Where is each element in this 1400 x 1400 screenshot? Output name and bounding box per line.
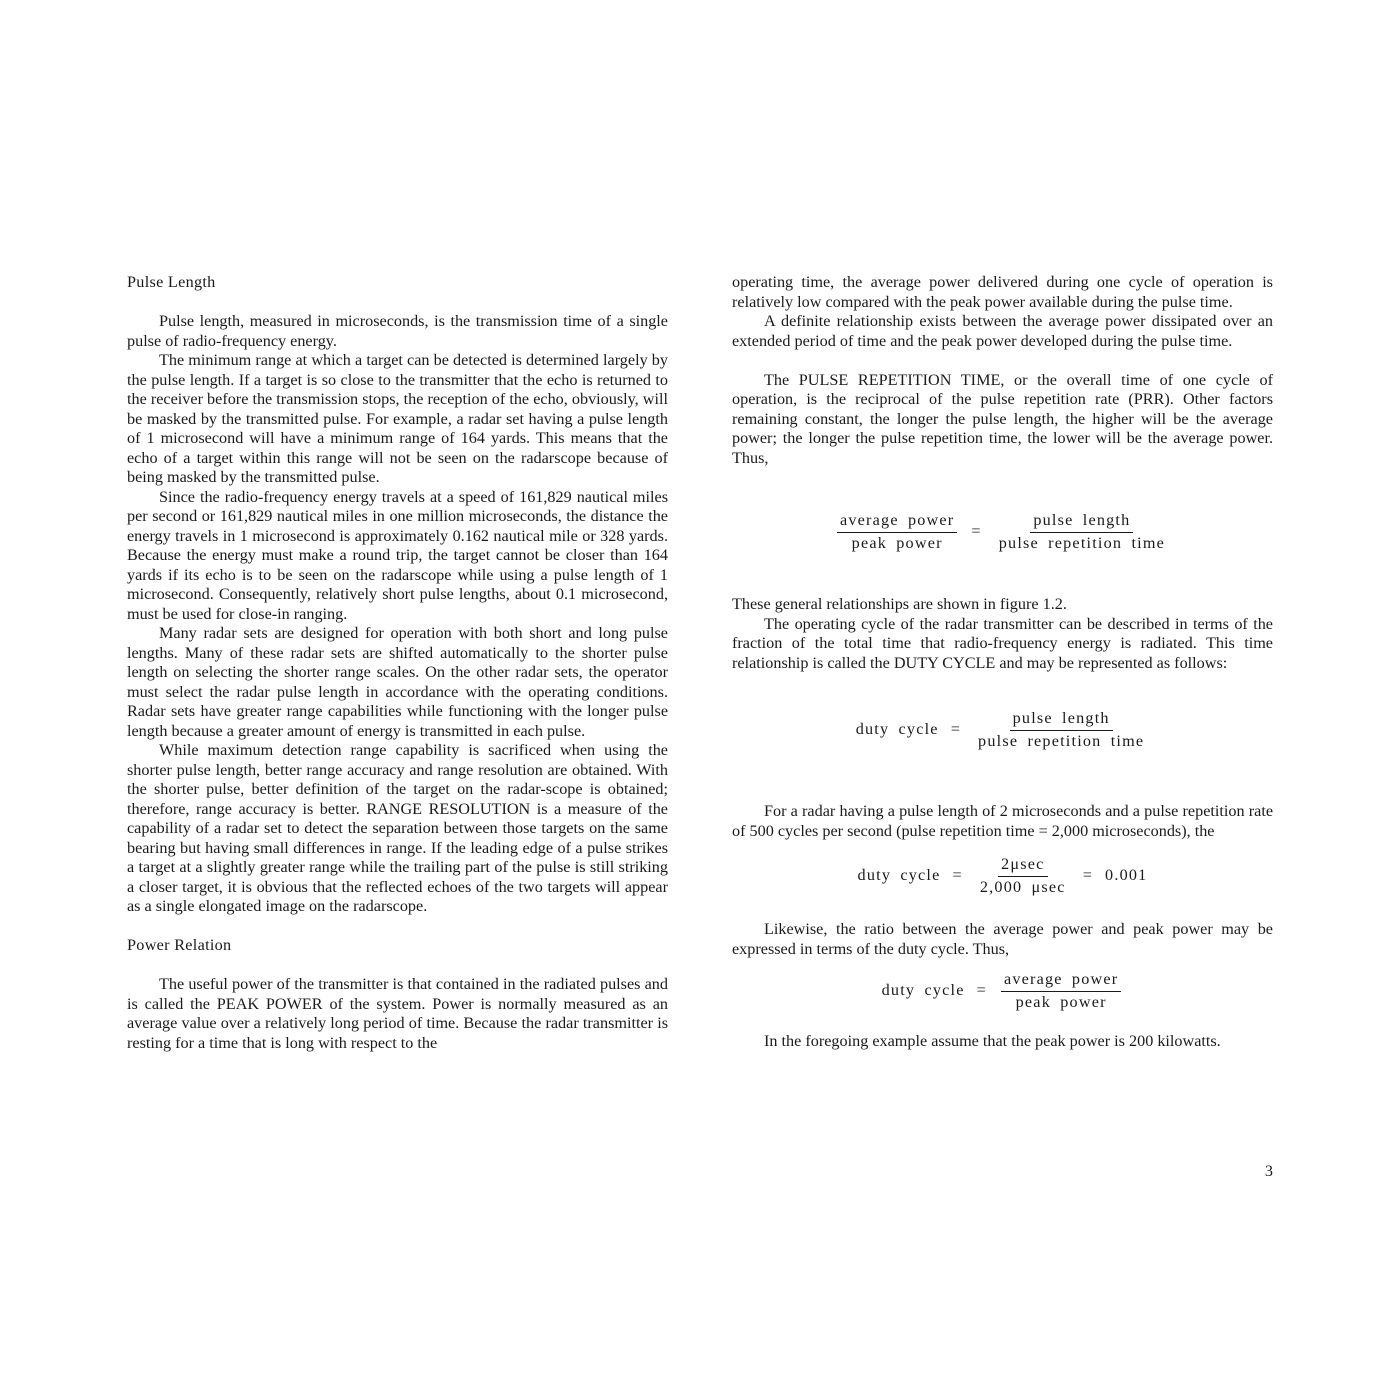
paragraph: The minimum range at which a target can be detected is determined largely by the pulse length. If a target is so close to the transmitter that the echo is returned to the receiver before the transmission stops, the reception of the echo, obviously, will be masked by the transmitted pulse. For example, a radar set having a pulse length of 1 microsecond will have a minimum range of 164 yards. This means that the echo of a target within this range will not be seen on the radarscope because of being masked by the transmitted pulse. [127,351,668,486]
right-column [732,273,1273,1052]
left-column [127,273,668,1053]
spacer [732,1012,1273,1032]
equation-power-ratio [732,511,1273,553]
denominator: pulse repetition time [978,731,1145,750]
numerator: 2μsec [998,855,1047,877]
page-number: 3 [1264,1162,1273,1180]
paragraph: Since the radio-frequency energy travels at a speed of 161,829 nautical miles per second or 161,829 nautical miles in one million microseconds, the distance the energy travels in 1 microsecond is approximately 0.162 nautical mile or 328 yards. Because the energy must make a round trip, the target cannot be closer than 164 yards if its echo is to be seen on the radarscope while using a pulse length of 1 microsecond. Consequently, relatively short pulse lengths, about 0.1 microsecond, must be used for close-in ranging. [127,487,668,623]
numerator: average power [1001,970,1121,992]
denominator: peak power [1015,992,1107,1011]
paragraph: Many radar sets are designed for operation with both short and long pulse lengths. Many of these radar sets are shifted automatically to the shorter pulse length on selecting the shorter range scales. On the other radar sets, the operator must select the radar pulse length in accordance with the operating conditions. Radar sets have greater range capabilities while functioning with the longer pulse length because a greater amount of energy is transmitted in each pulse. [127,624,668,740]
spacer [127,917,668,937]
spacer [732,673,1273,709]
spacer [732,897,1273,920]
spacer [127,956,668,976]
spacer [732,959,1273,970]
spacer [127,293,668,313]
equals-sign: = [976,981,987,1000]
equals-sign: = [1082,866,1094,885]
paragraph: In the foregoing example assume that the peak power is 200 kilowatts. [764,1032,1221,1050]
equals-sign: = [971,522,982,541]
fraction [999,970,1123,1012]
equation-lhs: duty cycle [857,866,941,885]
paragraph: The operating cycle of the radar transmitter can be described in terms of the fraction of the total time that radio-frequency energy is radiated. This time relationship is called the DUTY CYCLE and may be represented as follows: [732,614,1273,672]
denominator: pulse repetition time [998,533,1166,552]
numerator: pulse length [1010,709,1113,731]
paragraph: A definite relationship exists between the average power dissipated over an extended period of time and the peak power developed during the pulse time. [732,312,1273,350]
section-heading-pulse-length: Pulse Length [127,273,216,291]
paragraph: Pulse length, measured in microseconds, is the transmission time of a single pulse of radio-frequency energy. [127,312,668,350]
equation-lhs: duty cycle [881,981,965,1000]
fraction [973,709,1149,751]
paragraph: The PULSE REPETITION TIME, or the overall time of one cycle of operation, is the reciprocal of the pulse repetition rate (PRR). Other factors remaining constant, the longer the pulse length, the higher will be the average power; the longer the pulse repetition time, the lower will be the average power. Thus, [732,370,1273,467]
equals-sign: = [952,866,963,885]
fraction [994,511,1170,553]
equals-sign: = [950,720,962,739]
paragraph: These general relationships are shown in figure 1.2. [732,595,1067,613]
fraction [975,855,1071,897]
spacer [732,351,1273,371]
equation-duty-cycle-definition [732,709,1273,751]
numerator: pulse length [1030,511,1133,533]
paragraph: While maximum detection range capability is sacrificed when using the shorter pulse length, better range accuracy and range resolution are obtained. With the shorter pulse, better definition of the target on the radar-scope is obtained; therefore, range accuracy is better. RANGE RESOLUTION is a measure of the capability of a radar set to detect the separation between those targets on the same bearing but having small differences in range. If the leading edge of a pulse strikes a target at a slightly greater range while the trailing part of the pulse is still striking a closer target, it is obvious that the reflected echoes of the two targets will appear as a single elongated image on the radarscope. [127,741,668,915]
equation-duty-cycle-power [732,970,1273,1012]
equation-lhs: duty cycle [855,720,939,739]
paragraph: The useful power of the transmitter is that contained in the radiated pulses and is called the PEAK POWER of the system. Power is normally measured as an average value over a relatively long period of time. Because the radar transmitter is resting for a time that is long with respect to the [127,975,668,1052]
paragraph: For a radar having a pulse length of 2 microseconds and a pulse repetition rate of 500 cycles per second (pulse repetition time = 2,000 microseconds), the [732,802,1273,840]
paragraph: operating time, the average power delivered during one cycle of operation is relatively low compared with the peak power available during the pulse time. [732,273,1273,311]
denominator: 2,000 μsec [979,877,1066,896]
section-heading-power-relation: Power Relation [127,936,232,954]
spacer [732,751,1273,802]
fraction [835,511,959,553]
spacer [732,841,1273,855]
numerator: average power [837,511,957,533]
paragraph: Likewise, the ratio between the average power and peak power may be expressed in terms of the duty cycle. Thus, [732,920,1273,958]
equation-result: 0.001 [1105,866,1148,885]
spacer [732,468,1273,511]
denominator: peak power [851,533,943,552]
spacer [732,553,1273,595]
equation-duty-cycle-example [732,855,1273,897]
